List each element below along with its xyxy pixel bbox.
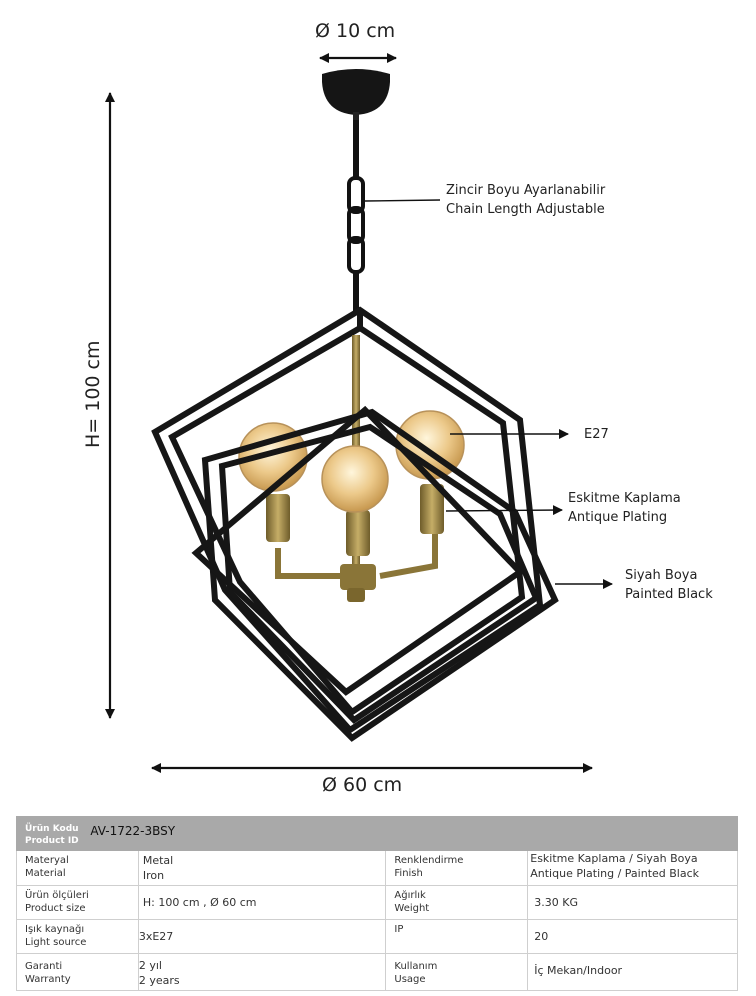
spec-key-tr: IP (394, 924, 404, 935)
spec-value-line: Iron (142, 869, 165, 882)
spec-key (386, 886, 528, 920)
width-diameter-label: Ø 60 cm (322, 774, 403, 796)
spec-key (386, 954, 528, 991)
chain-callout-en: Chain Length Adjustable (446, 202, 605, 217)
socket-callout: E27 (584, 427, 609, 442)
product-id-label-tr: Ürün Kodu (25, 824, 79, 834)
spec-key-tr: Ağırlık (394, 890, 426, 901)
spec-key-en: Material (25, 868, 66, 879)
spec-value (528, 851, 738, 886)
chain-callout (446, 181, 605, 219)
product-id-label-en: Product ID (25, 836, 79, 846)
spec-value-line: 2 yıl (138, 959, 162, 972)
spec-table (16, 816, 738, 991)
spec-key (17, 920, 139, 954)
plating-callout (568, 489, 681, 527)
spec-key-en: Finish (394, 868, 423, 879)
spec-key-tr: Ürün ölçüleri (25, 890, 89, 901)
spec-value (138, 851, 386, 886)
bulb-center (322, 446, 388, 512)
spec-value (138, 954, 386, 991)
ceiling-canopy (322, 69, 390, 115)
plating-pointer (446, 510, 562, 511)
spec-value-line: İç Mekan/Indoor (534, 964, 623, 977)
spec-value-line: 20 (534, 930, 549, 943)
chain-callout-tr: Zincir Boyu Ayarlanabilir (446, 183, 606, 198)
spec-key-en: Usage (394, 974, 426, 985)
socket-left (266, 494, 290, 542)
spec-row (17, 886, 738, 920)
spec-key-en: Warranty (25, 974, 71, 985)
spec-key (17, 851, 139, 886)
spec-value (138, 886, 386, 920)
spec-row (17, 851, 738, 886)
spec-key-tr: Materyal (25, 855, 69, 866)
product-id-cell (90, 817, 737, 851)
spec-value (528, 886, 738, 920)
spec-key (17, 886, 139, 920)
spec-value-line: H: 100 cm , Ø 60 cm (142, 896, 257, 909)
chain (349, 178, 363, 312)
spec-value-line: 2 years (138, 974, 180, 987)
spec-key-tr: Kullanım (394, 961, 438, 972)
spec-key-tr: Işık kaynağı (25, 924, 85, 935)
spec-key (386, 851, 528, 886)
spec-key-tr: Renklendirme (394, 855, 464, 866)
spec-key (386, 920, 528, 954)
spec-key-tr: Garanti (25, 961, 63, 972)
chain-pointer (365, 200, 440, 201)
spec-key-en: Product size (25, 903, 86, 914)
spec-row (17, 954, 738, 991)
spec-value-line: Eskitme Kaplama / Siyah Boya (530, 852, 698, 865)
spec-key (17, 954, 139, 991)
paint-callout (625, 566, 713, 604)
spec-value-line: Antique Plating / Painted Black (530, 867, 700, 880)
paint-callout-tr: Siyah Boya (625, 568, 698, 583)
spec-value (528, 920, 738, 954)
spec-value-line: Metal (142, 854, 174, 867)
spec-value-line: 3xE27 (138, 930, 174, 943)
spec-value-line: 3.30 KG (534, 896, 578, 909)
spec-value (528, 954, 738, 991)
spec-header-row (17, 817, 738, 851)
plating-callout-tr: Eskitme Kaplama (568, 491, 681, 506)
paint-callout-en: Painted Black (625, 587, 713, 602)
top-diameter-label: Ø 10 cm (315, 20, 396, 42)
height-label: H= 100 cm (82, 340, 104, 448)
product-id-value: AV-1722-3BSY (90, 824, 176, 838)
plating-callout-en: Antique Plating (568, 510, 668, 525)
socket-center (346, 510, 370, 556)
spec-key-en: Light source (25, 937, 87, 948)
spec-row (17, 920, 738, 954)
spec-key-en: Weight (394, 903, 430, 914)
spec-value (138, 920, 386, 954)
